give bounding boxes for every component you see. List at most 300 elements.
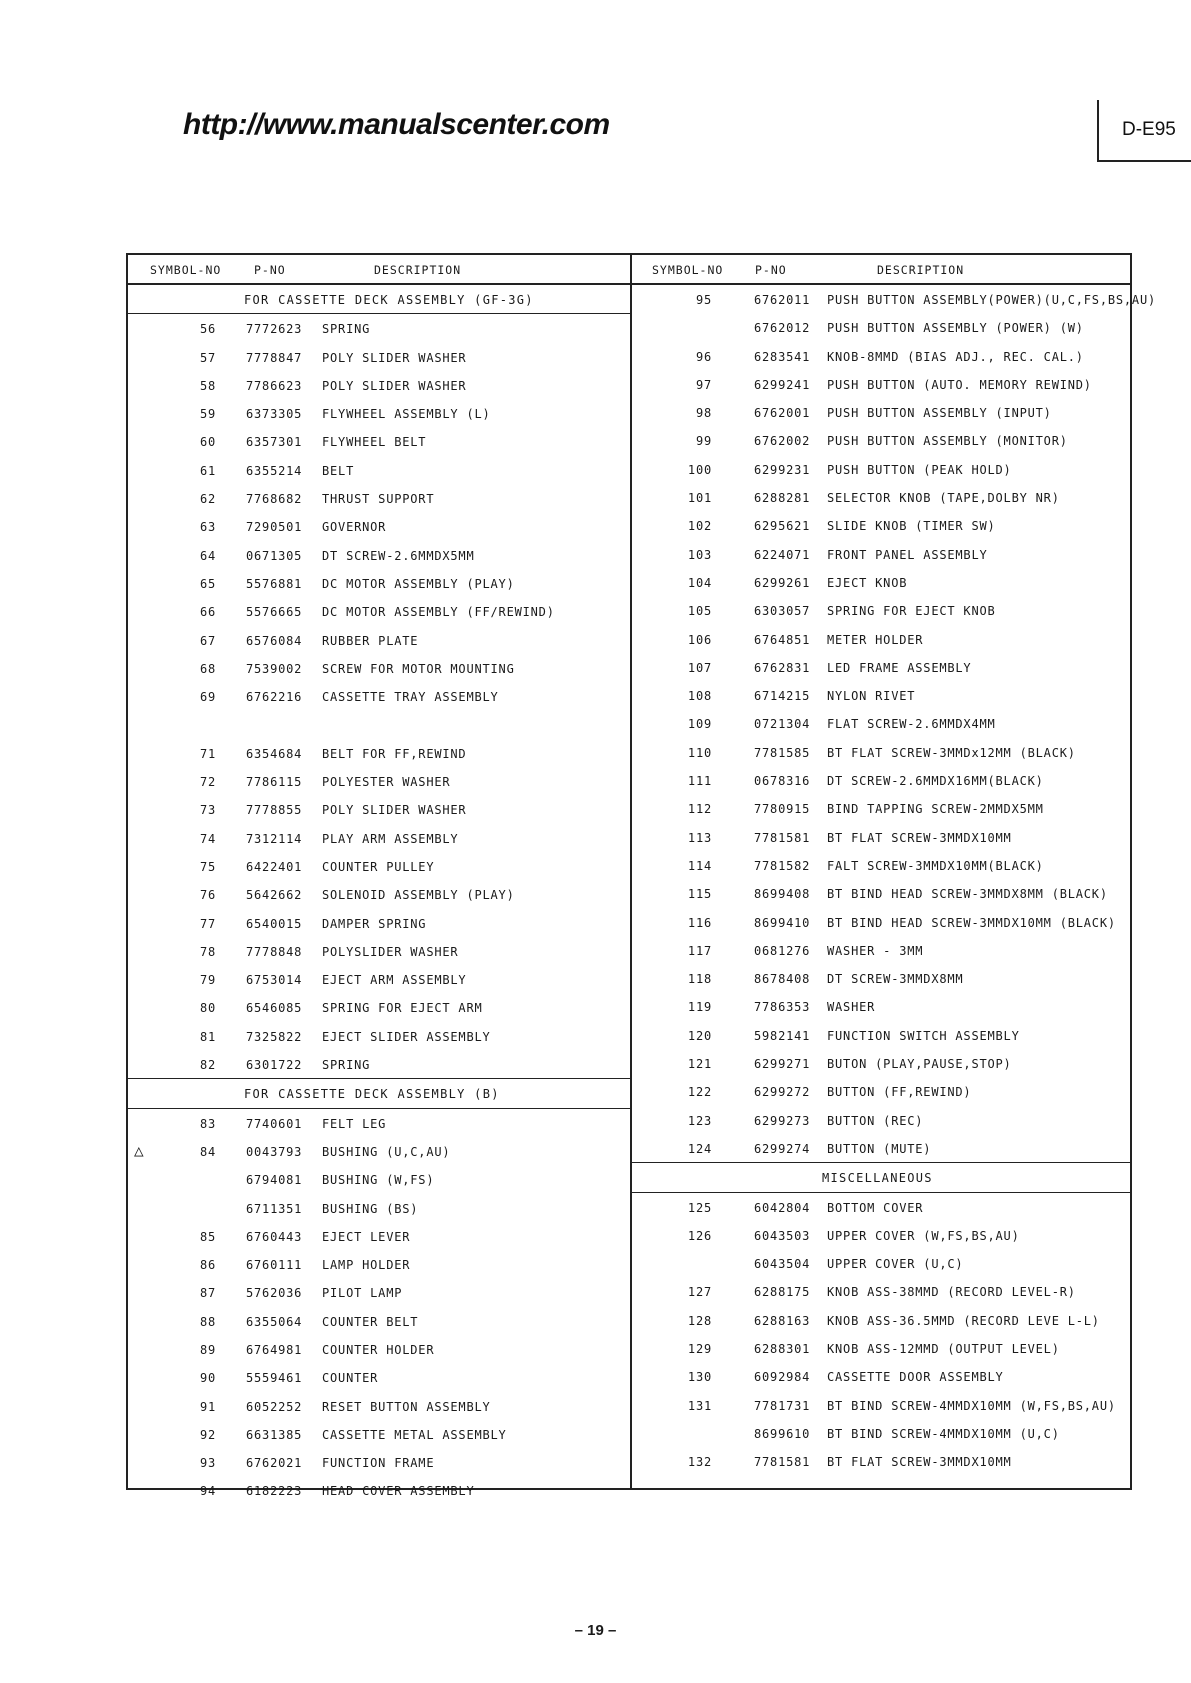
parts-row [632,1277,1130,1305]
part-number: 6760111 [246,1258,303,1273]
symbol-no: 81 [199,1029,216,1044]
part-number: 6760443 [246,1229,303,1244]
description: EJECT SLIDER ASSEMBLY [322,1029,491,1044]
section-heading [128,1078,630,1108]
symbol-no: 94 [199,1484,216,1499]
parts-row [128,654,630,682]
parts-row [128,880,630,908]
website-url: http://www.manualscenter.com [183,108,610,141]
description: SPRING FOR EJECT ARM [322,1001,483,1016]
section-heading [128,285,630,314]
symbol-no: 69 [199,690,216,705]
parts-row [128,484,630,512]
description: POLYESTER WASHER [322,775,451,790]
description: BT BIND SCREW-4MMDX10MM (U,C) [827,1426,1060,1441]
description: FLYWHEEL ASSEMBLY (L) [322,407,491,422]
part-number: 6576084 [246,633,303,648]
symbol-no: 131 [687,1398,712,1413]
symbol-no: 66 [199,605,216,620]
description: DC MOTOR ASSEMBLY (PLAY) [322,576,515,591]
parts-row [632,992,1130,1020]
part-number: 6714215 [754,689,811,704]
parts-row [128,937,630,965]
parts-row [128,1194,630,1222]
part-number: 6288301 [754,1341,811,1356]
description: PUSH BUTTON (PEAK HOLD) [827,462,1012,477]
parts-row [128,1137,630,1165]
symbol-no: 77 [199,916,216,931]
symbol-no: 64 [199,548,216,563]
part-number: 8678408 [754,972,811,987]
parts-row [632,964,1130,992]
parts-row [128,1307,630,1335]
part-number: 7772623 [246,322,303,337]
part-number: 0678316 [754,774,811,789]
parts-row [128,1392,630,1420]
description: SPRING [322,322,371,337]
parts-row [632,285,1157,313]
part-number: 6762002 [754,434,811,449]
description: LAMP HOLDER [322,1258,411,1273]
symbol-no: 75 [199,859,216,874]
symbol-no: 90 [199,1371,216,1386]
description: BUTON (PLAY,PAUSE,STOP) [827,1057,1012,1072]
parts-column-right [632,255,1157,1488]
symbol-no: 87 [199,1286,216,1301]
symbol-no: 61 [199,463,216,478]
symbol-no: 130 [687,1370,712,1385]
parts-row [128,541,630,569]
description: BT BIND HEAD SCREW-3MMDX8MM (BLACK) [827,887,1108,902]
parts-row [128,1222,630,1250]
part-number: 8699610 [754,1426,811,1441]
parts-row [128,710,630,738]
parts-row [128,1278,630,1306]
symbol-no: 132 [687,1455,712,1470]
symbol-no: 95 [695,293,712,307]
part-number: 6283541 [754,349,811,364]
header-symbol-no: SYMBOL-NO [652,263,724,277]
parts-row [128,314,630,342]
symbol-no: 112 [687,802,712,817]
description: WASHER [827,1000,876,1015]
header-p-no: P-NO [755,263,787,277]
part-number: 6357301 [246,435,303,450]
symbol-no: 65 [199,576,216,591]
parts-row [128,852,630,880]
symbol-no: 58 [199,378,216,393]
symbol-no: 93 [199,1456,216,1471]
parts-row [128,1448,630,1476]
description: PUSH BUTTON ASSEMBLY (POWER) (W) [827,321,1084,336]
part-number: 6042804 [754,1200,811,1215]
description: BUSHING (BS) [322,1201,419,1216]
description: CASSETTE DOOR ASSEMBLY [827,1370,1004,1385]
symbol-no: 114 [687,858,712,873]
part-number: 5642662 [246,888,303,903]
description: POLY SLIDER WASHER [322,803,467,818]
part-number: 6540015 [246,916,303,931]
part-number: 6299241 [754,377,811,392]
part-number: 7312114 [246,831,303,846]
symbol-no: 123 [687,1113,712,1128]
symbol-no: 115 [687,887,712,902]
parts-row [632,1134,1130,1162]
parts-row [632,1106,1130,1134]
part-number: 6354684 [246,746,303,761]
section-heading [632,1162,1130,1192]
parts-row [128,909,630,937]
symbol-no: 124 [687,1141,712,1156]
part-number: 7539002 [246,661,303,676]
part-number: 6301722 [246,1058,303,1073]
part-number: 6182223 [246,1484,303,1499]
description: UPPER COVER (U,C) [827,1257,964,1272]
parts-row [632,766,1130,794]
description: THRUST SUPPORT [322,492,435,507]
symbol-no: 113 [687,830,712,845]
part-number: 7290501 [246,520,303,535]
header-p-no: P-NO [254,263,286,277]
parts-row [128,1363,630,1391]
section-heading-text: FOR CASSETTE DECK ASSEMBLY (B) [244,1087,500,1102]
symbol-no: 96 [695,349,712,364]
part-number: 6355214 [246,463,303,478]
part-number: 6092984 [754,1370,811,1385]
description: RUBBER PLATE [322,633,419,648]
parts-row [128,626,630,654]
parts-row [632,1447,1130,1475]
part-number: 7781581 [754,1455,811,1470]
symbol-no: 68 [199,661,216,676]
description: SOLENOID ASSEMBLY (PLAY) [322,888,515,903]
section-heading-text: FOR CASSETTE DECK ASSEMBLY (GF-3G) [244,293,534,307]
part-number: 6299273 [754,1113,811,1128]
symbol-no: 67 [199,633,216,648]
symbol-no: 100 [687,462,712,477]
description: EJECT KNOB [827,575,908,590]
parts-row [632,794,1130,822]
parts-row [128,371,630,399]
symbol-no: 86 [199,1258,216,1273]
description: BT BIND HEAD SCREW-3MMDX10MM (BLACK) [827,915,1116,930]
symbol-no: 83 [199,1116,216,1131]
safety-triangle-icon: △ [134,1140,145,1160]
part-number: 7781585 [754,745,811,760]
part-number: 6762011 [754,293,811,307]
part-number: 6299271 [754,1057,811,1072]
part-number: 0043793 [246,1144,303,1159]
parts-row [632,370,1130,398]
description: NYLON RIVET [827,689,916,704]
parts-row [128,965,630,993]
part-number: 6762831 [754,660,811,675]
part-number: 5559461 [246,1371,303,1386]
part-number: 6762021 [246,1456,303,1471]
symbol-no: 97 [695,377,712,392]
symbol-no: 85 [199,1229,216,1244]
parts-row [128,1050,630,1078]
symbol-no: 111 [687,774,712,789]
description: EJECT ARM ASSEMBLY [322,973,467,988]
parts-row [128,1335,630,1363]
part-number: 0671305 [246,548,303,563]
part-number: 6288281 [754,491,811,506]
parts-row [632,936,1130,964]
description: BELT [322,463,355,478]
description: RESET BUTTON ASSEMBLY [322,1399,491,1414]
description: DAMPER SPRING [322,916,427,931]
rows-left [128,285,630,1505]
description: POLY SLIDER WASHER [322,378,467,393]
description: BUTTON (MUTE) [827,1141,932,1156]
part-number: 5982141 [754,1028,811,1043]
description: BUSHING (U,C,AU) [322,1144,451,1159]
description: FUNCTION SWITCH ASSEMBLY [827,1028,1020,1043]
description: WASHER - 3MM [827,943,924,958]
description: METER HOLDER [827,632,924,647]
symbol-no: 99 [695,434,712,449]
parts-row [128,767,630,795]
parts-row [128,1250,630,1278]
description: SELECTOR KNOB (TAPE,DOLBY NR) [827,491,1060,506]
part-number: 6299274 [754,1141,811,1156]
part-number: 5762036 [246,1286,303,1301]
part-number: 7780915 [754,802,811,817]
symbol-no: 110 [687,745,712,760]
parts-row [128,1022,630,1050]
part-number: 6762012 [754,321,811,336]
page-number: – 19 – [574,1622,617,1639]
description: FRONT PANEL ASSEMBLY [827,547,988,562]
description: COUNTER HOLDER [322,1342,435,1357]
symbol-no: 98 [695,406,712,421]
description: SCREW FOR MOTOR MOUNTING [322,661,515,676]
symbol-no: 80 [199,1001,216,1016]
part-number: 5576665 [246,605,303,620]
description: PUSH BUTTON ASSEMBLY (INPUT) [827,406,1052,421]
symbol-no: 103 [687,547,712,562]
part-number: 6299231 [754,462,811,477]
parts-row [632,738,1130,766]
description: CASSETTE TRAY ASSEMBLY [322,690,499,705]
part-number: 6295621 [754,519,811,534]
description: GOVERNOR [322,520,387,535]
parts-row [632,1391,1130,1419]
parts-row [632,823,1130,851]
parts-row [632,653,1130,681]
symbol-no: 76 [199,888,216,903]
description: PUSH BUTTON ASSEMBLY(POWER)(U,C,FS,BS,AU) [827,293,1157,307]
parts-row [632,1306,1130,1334]
symbol-no: 106 [687,632,712,647]
description: KNOB ASS-38MMD (RECORD LEVEL-R) [827,1285,1076,1300]
symbol-no: 109 [687,717,712,732]
description: FELT LEG [322,1116,387,1131]
description: BUTTON (FF,REWIND) [827,1085,972,1100]
part-number: 6422401 [246,859,303,874]
parts-row [128,1420,630,1448]
part-number: 6288163 [754,1313,811,1328]
description: UPPER COVER (W,FS,BS,AU) [827,1228,1020,1243]
description: COUNTER PULLEY [322,859,435,874]
description: BT FLAT SCREW-3MMDX10MM [827,1455,1012,1470]
part-number: 6762001 [754,406,811,421]
description: SLIDE KNOB (TIMER SW) [827,519,996,534]
symbol-no: 78 [199,944,216,959]
part-number: 0681276 [754,943,811,958]
symbol-no: 127 [687,1285,712,1300]
part-number: 6764851 [754,632,811,647]
description: BT FLAT SCREW-3MMDX10MM [827,830,1012,845]
part-number: 7768682 [246,492,303,507]
part-number: 6043503 [754,1228,811,1243]
description: DC MOTOR ASSEMBLY (FF/REWIND) [322,605,555,620]
parts-row [632,455,1130,483]
header-description: DESCRIPTION [877,263,965,277]
description: KNOB ASS-36.5MMD (RECORD LEVE L-L) [827,1313,1100,1328]
parts-row [128,343,630,371]
description: BT BIND SCREW-4MMDX10MM (W,FS,BS,AU) [827,1398,1116,1413]
parts-row [128,427,630,455]
description: BT FLAT SCREW-3MMDx12MM (BLACK) [827,745,1076,760]
description: PUSH BUTTON (AUTO. MEMORY REWIND) [827,377,1092,392]
description: DT SCREW-3MMDX8MM [827,972,964,987]
symbol-no: 119 [687,1000,712,1015]
parts-row [128,1165,630,1193]
header-symbol-no: SYMBOL-NO [150,263,222,277]
parts-row [128,739,630,767]
part-number: 7778855 [246,803,303,818]
column-header [632,255,1130,285]
parts-row [632,568,1130,596]
parts-row [632,625,1130,653]
header-description: DESCRIPTION [374,263,462,277]
part-number: 6299261 [754,575,811,590]
parts-row [128,1109,630,1137]
symbol-no: 107 [687,660,712,675]
part-number: 6764981 [246,1342,303,1357]
part-number: 8699408 [754,887,811,902]
part-number: 7786115 [246,775,303,790]
description: SPRING FOR EJECT KNOB [827,604,996,619]
symbol-no: 73 [199,803,216,818]
parts-row [128,456,630,484]
parts-row [632,342,1130,370]
part-number: 7781582 [754,858,811,873]
symbol-no: 118 [687,972,712,987]
parts-row [632,851,1130,879]
part-number: 0721304 [754,717,811,732]
symbol-no: 101 [687,491,712,506]
symbol-no: 63 [199,520,216,535]
part-number: 6299272 [754,1085,811,1100]
description: KNOB ASS-12MMD (OUTPUT LEVEL) [827,1341,1060,1356]
part-number: 7786353 [754,1000,811,1015]
description: DT SCREW-2.6MMDX5MM [322,548,475,563]
part-number: 7781731 [754,1398,811,1413]
symbol-no: 56 [199,322,216,337]
parts-row [128,512,630,540]
parts-row [128,795,630,823]
description: POLYSLIDER WASHER [322,944,459,959]
parts-row [632,879,1130,907]
description: PILOT LAMP [322,1286,403,1301]
part-number: 7740601 [246,1116,303,1131]
parts-row [632,908,1130,936]
parts-row [632,1419,1130,1447]
description: FLAT SCREW-2.6MMDX4MM [827,717,996,732]
part-number: 6355064 [246,1314,303,1329]
part-number: 7786623 [246,378,303,393]
part-number: 6631385 [246,1427,303,1442]
parts-row [128,824,630,852]
description: BIND TAPPING SCREW-2MMDX5MM [827,802,1044,817]
description: FUNCTION FRAME [322,1456,435,1471]
parts-row [632,1021,1130,1049]
parts-row [128,682,630,710]
part-number: 6043504 [754,1257,811,1272]
model-number: D-E95 [1122,119,1176,140]
symbol-no: 108 [687,689,712,704]
symbol-no: 120 [687,1028,712,1043]
symbol-no: 104 [687,575,712,590]
symbol-no: 79 [199,973,216,988]
rows-right [632,285,1157,1475]
description: LED FRAME ASSEMBLY [827,660,972,675]
description: HEAD COVER ASSEMBLY [322,1484,475,1499]
description: CASSETTE METAL ASSEMBLY [322,1427,507,1442]
part-number: 6711351 [246,1201,303,1216]
symbol-no: 102 [687,519,712,534]
parts-row [632,709,1130,737]
description: FLYWHEEL BELT [322,435,427,450]
part-number: 6753014 [246,973,303,988]
parts-row [632,313,1130,341]
parts-row [632,1249,1130,1277]
part-number: 7778848 [246,944,303,959]
symbol-no: 116 [687,915,712,930]
parts-row [128,1476,630,1504]
description: PLAY ARM ASSEMBLY [322,831,459,846]
symbol-no: 91 [199,1399,216,1414]
parts-row [632,511,1130,539]
parts-row [632,1334,1130,1362]
symbol-no: 84 [199,1144,216,1159]
parts-row [632,681,1130,709]
part-number: 6288175 [754,1285,811,1300]
part-number: 5576881 [246,576,303,591]
description: BOTTOM COVER [827,1200,924,1215]
parts-row [128,569,630,597]
description: BUSHING (W,FS) [322,1173,435,1188]
section-heading-text: MISCELLANEOUS [822,1171,933,1186]
description: COUNTER BELT [322,1314,419,1329]
symbol-no: 62 [199,492,216,507]
parts-row [632,483,1130,511]
column-header [128,255,630,285]
parts-row [632,1362,1130,1390]
symbol-no: 128 [687,1313,712,1328]
parts-row [632,398,1130,426]
symbol-no: 126 [687,1228,712,1243]
description: FALT SCREW-3MMDX10MM(BLACK) [827,858,1044,873]
description: EJECT LEVER [322,1229,411,1244]
symbol-no: 71 [199,746,216,761]
parts-row [632,426,1130,454]
description: DT SCREW-2.6MMDX16MM(BLACK) [827,774,1044,789]
symbol-no: 122 [687,1085,712,1100]
